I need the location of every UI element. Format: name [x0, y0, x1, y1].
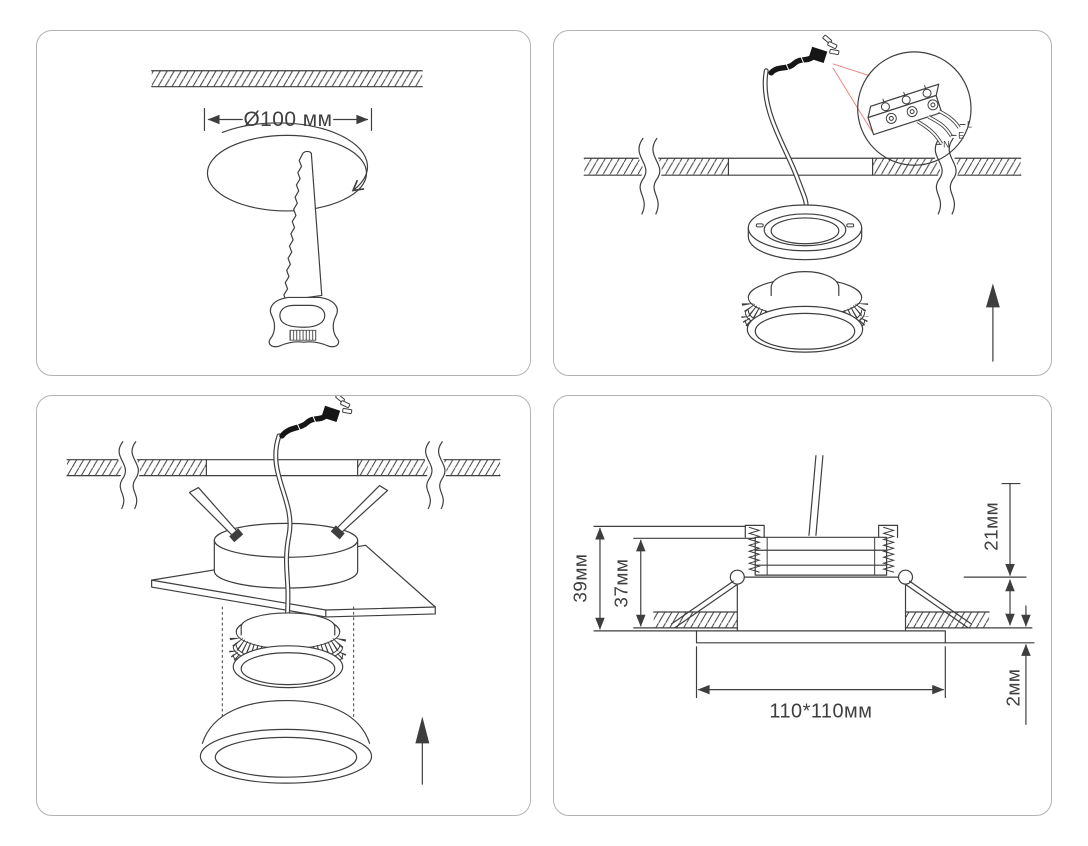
insert-housing-drawing: [37, 396, 530, 815]
recess-height-label: 37мм: [611, 558, 633, 608]
up-arrow-icon: [986, 284, 1000, 362]
wire-connector: [282, 396, 352, 436]
cut-hole-drawing: [37, 31, 530, 375]
lamp-module: [743, 272, 866, 353]
mains-cable: [765, 71, 806, 209]
ceiling-hatch-strip: [152, 71, 422, 87]
hole-diameter-label: Ø100 мм: [243, 107, 333, 131]
above-ceiling-label: 21мм: [981, 501, 1003, 551]
dimension-drawing: [554, 396, 1051, 815]
spring-clip-right: [331, 486, 388, 540]
wiring-drawing: [554, 31, 1051, 375]
rotation-arrow-icon: [222, 123, 367, 190]
panel-step-2-wiring: [553, 30, 1052, 376]
panel-step-4-dimensions: [553, 395, 1052, 816]
terminal-label-live: L: [967, 119, 973, 130]
ceiling-cross-section: [654, 612, 989, 628]
flange-thickness-label: 2мм: [1003, 668, 1025, 707]
wire-connector: [771, 35, 839, 73]
hole-diameter-dimension: [204, 108, 371, 131]
terminal-label-earth: E: [958, 130, 965, 141]
panel-step-1-cut-hole: [36, 30, 531, 376]
panel-step-3-insert: [36, 395, 531, 816]
mains-cable: [809, 456, 823, 536]
cut-hole-ellipse: [207, 135, 366, 211]
spring-clip-left: [189, 488, 243, 543]
lamp-module: [228, 613, 347, 688]
total-height-label: 39мм: [570, 553, 592, 603]
trim-flange: [697, 631, 946, 643]
saw-handle-grip: [290, 330, 316, 340]
keyhole-saw: [269, 151, 338, 346]
trim-ring: [200, 701, 371, 784]
terminal-label-neutral: N: [943, 139, 950, 150]
dimension-cutout-width: [697, 647, 946, 723]
dimension-above-ceiling: [964, 484, 1032, 628]
mounting-ring: [748, 205, 861, 260]
up-arrow-icon: [415, 716, 429, 784]
ceiling-cross-section: [584, 138, 1020, 214]
cutout-width-label: 110*110мм: [769, 700, 873, 723]
saw-blade: [284, 151, 322, 300]
